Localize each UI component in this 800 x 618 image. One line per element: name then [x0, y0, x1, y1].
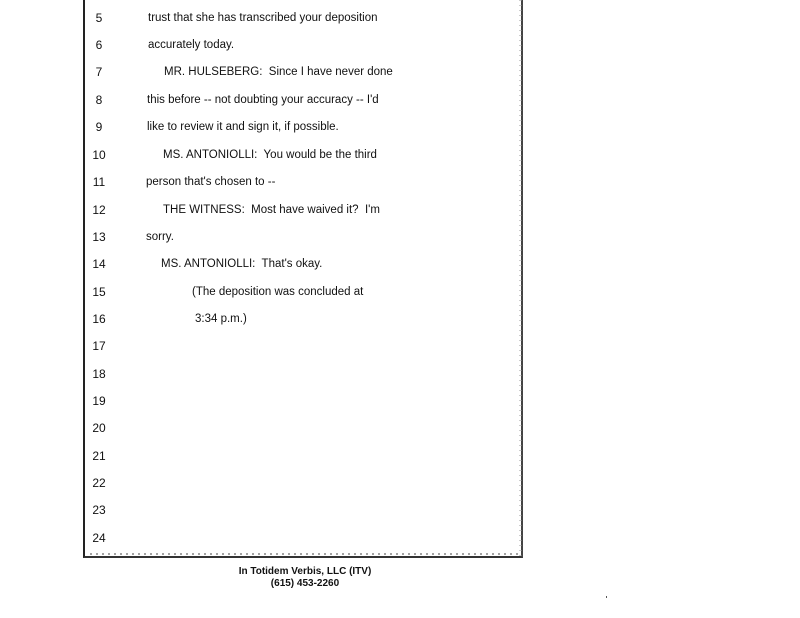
line-number: 16 [92, 312, 106, 326]
line-number: 22 [92, 476, 106, 490]
transcript-line: sorry. [146, 231, 174, 243]
transcript-line: person that's chosen to -- [146, 176, 276, 188]
line-number: 7 [95, 65, 103, 79]
footer-phone: (615) 453-2260 [270, 578, 340, 589]
line-number: 20 [92, 421, 106, 435]
line-number: 11 [92, 175, 106, 189]
transcript-line: (The deposition was concluded at [192, 286, 364, 298]
transcript-line: THE WITNESS: Most have waived it? I'm [163, 204, 380, 216]
footer-company: In Totidem Verbis, LLC (ITV) [238, 566, 372, 577]
line-number: 10 [92, 148, 106, 162]
transcript-line: accurately today. [148, 39, 235, 51]
transcript-line: MR. HULSEBERG: Since I have never done [164, 66, 393, 78]
line-number: 24 [92, 531, 106, 545]
scan-edge-noise [519, 0, 522, 556]
line-number: 13 [92, 230, 106, 244]
scan-speck [606, 596, 607, 598]
line-number: 9 [95, 120, 103, 134]
line-number: 14 [92, 257, 106, 271]
transcript-line: this before -- not doubting your accuracy -- I'd [147, 94, 379, 106]
line-number: 15 [92, 285, 106, 299]
line-number: 23 [92, 503, 106, 517]
line-number: 21 [92, 449, 106, 463]
transcript-line: MS. ANTONIOLLI: You would be the third [163, 149, 377, 161]
transcript-line: trust that she has transcribed your deposition [148, 12, 378, 24]
line-number: 19 [92, 394, 106, 408]
line-number: 17 [92, 339, 106, 353]
line-number: 18 [92, 367, 106, 381]
transcript-line: 3:34 p.m.) [195, 313, 247, 325]
transcript-line: like to review it and sign it, if possible. [147, 121, 339, 133]
line-number: 5 [95, 11, 103, 25]
transcript-page-frame [83, 0, 523, 558]
line-number: 12 [92, 203, 106, 217]
transcript-line: MS. ANTONIOLLI: That's okay. [161, 258, 323, 270]
scan-bottom-noise [90, 553, 518, 555]
line-number: 8 [95, 93, 103, 107]
line-number: 6 [95, 38, 103, 52]
